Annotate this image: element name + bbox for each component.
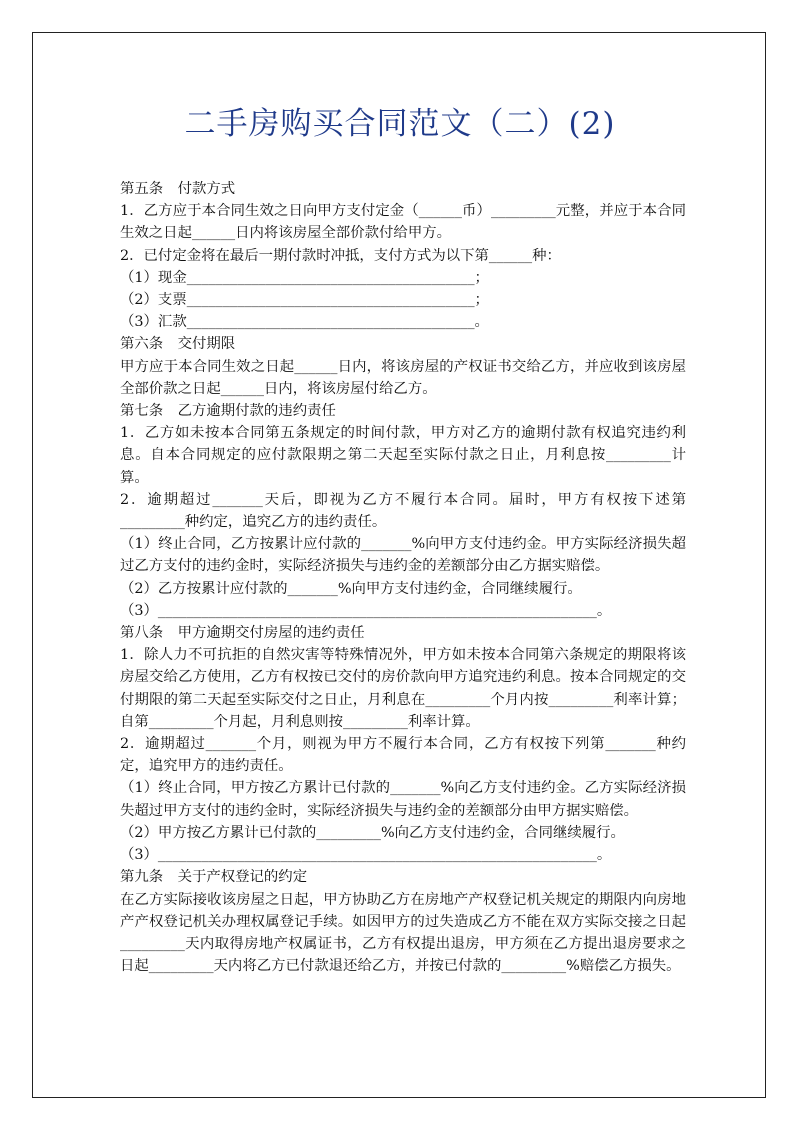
paragraph: （2）支票________________________________________； — [120, 292, 489, 309]
paragraph: （3）汇款________________________________________。 — [120, 314, 489, 331]
article-9-heading: 第九条 关于产权登记的约定 — [120, 869, 308, 886]
article-6-heading: 第六条 交付期限 — [120, 336, 236, 353]
paragraph: 1．除人力不可抗拒的自然灾害等特殊情况外，甲方如未按本合同第六条规定的期限将该房屋交给乙方使用，乙方有权按已交付的房价款向甲方追究违约利息。按本合同规定的交付期限的第二天起至实际交付之日止，月利息在_________个月内按_________利率计算；自第_________个月起，月利息则按_________利率计算。 — [120, 647, 686, 730]
paragraph: （1）终止合同，甲方按乙方累计已付款的_______%向乙方支付违约金。乙方实际经济损失超过甲方支付的违约金时，实际经济损失与违约金的差额部分由甲方据实赔偿。 — [120, 780, 686, 819]
article-7-heading: 第七条 乙方逾期付款的违约责任 — [120, 403, 336, 420]
paragraph: 在乙方实际接收该房屋之日起，甲方协助乙方在房地产产权登记机关规定的期限内向房地产产权登记机关办理权属登记手续。如因甲方的过失造成乙方不能在双方实际交接之日起_________天内取得房地产权属证书，乙方有权提出退房，甲方须在乙方提出退房要求之日起_________天内将乙方已付款退还给乙方，并按已付款的_________%赔偿乙方损失。 — [120, 891, 686, 975]
document-body — [120, 178, 686, 977]
paragraph: （1）终止合同，乙方按累计应付款的_______%向甲方支付违约金。甲方实际经济损失超过乙方支付的违约金时，实际经济损失与违约金的差额部分由乙方据实赔偿。 — [120, 536, 686, 575]
paragraph: （2）乙方按累计应付款的_______%向甲方支付违约金，合同继续履行。 — [120, 580, 582, 597]
article-5-heading: 第五条 付款方式 — [120, 181, 236, 197]
paragraph: （3）_____________________________________________________________。 — [120, 847, 612, 864]
paragraph: 2．逾期超过_______个月，则视为甲方不履行本合同，乙方有权按下列第_______种约定，追究甲方的违约责任。 — [120, 736, 686, 775]
article-8-heading: 第八条 甲方逾期交付房屋的违约责任 — [120, 625, 365, 642]
paragraph: 2．逾期超过_______天后，即视为乙方不履行本合同。届时，甲方有权按下述第_________种约定，追究乙方的违约责任。 — [120, 491, 686, 531]
document-title: 二手房购买合同范文（二）(2) — [184, 106, 616, 142]
paragraph: （1）现金________________________________________； — [120, 269, 489, 286]
paragraph: 1．乙方应于本合同生效之日向甲方支付定金（______币）_________元整，并应于本合同生效之日起______日内将该房屋全部价款付给甲方。 — [120, 203, 686, 242]
paragraph: （3）_____________________________________________________________。 — [120, 602, 612, 619]
paragraph: （2）甲方按乙方累计已付款的_________%向乙方支付违约金，合同继续履行。 — [120, 824, 625, 841]
paragraph: 甲方应于本合同生效之日起______日内，将该房屋的产权证书交给乙方，并应收到该房屋全部价款之日起______日内，将该房屋付给乙方。 — [120, 358, 686, 397]
paragraph: 1．乙方如未按本合同第五条规定的时间付款，甲方对乙方的逾期付款有权追究违约利息。自本合同规定的应付款限期之第二天起至实际付款之日止，月利息按_________计算。 — [120, 425, 686, 486]
paragraph: 2．已付定金将在最后一期付款时冲抵，支付方式为以下第______种： — [120, 247, 561, 264]
